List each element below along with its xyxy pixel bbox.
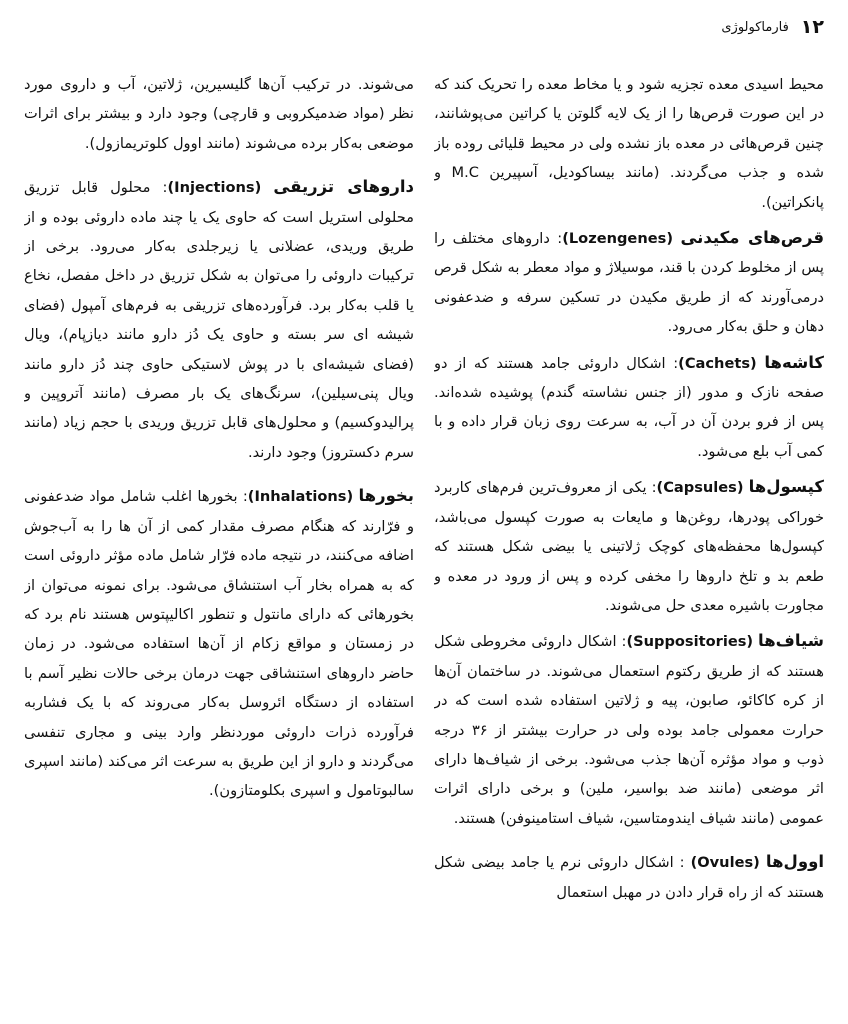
- running-header-title: فارماکولوژی: [721, 19, 789, 35]
- left-column: [24, 70, 414, 1014]
- section-heading: کپسول‌ها: [748, 477, 824, 497]
- section-heading: بخورها: [358, 486, 414, 506]
- section-heading-en: (Inhalations): [247, 488, 354, 506]
- section-body: : اشکال داروئی جامد هستند که از دو صفحه نازک و مدور (از جنس نشاسته گندم) پوشیده شده‌اند. پس از فرو بردن آن در آب، به سرعت روی زبان قرار داده و با کمی آب بلع می‌شود.: [434, 354, 824, 460]
- cachets-paragraph: [434, 348, 824, 467]
- section-heading: قرص‌های مکیدنی: [680, 228, 824, 248]
- page-number: ۱۲: [800, 16, 824, 38]
- section-body: : داروهای مختلف را پس از مخلوط کردن با قند، موسیلاژ و مواد معطر به شکل قرص درمی‌آورند که از طریق مکیدن در تسکین سرفه و ضدعفونی دهان و حلق به‌کار می‌رود.: [434, 230, 824, 336]
- section-heading-en: (Ovules): [690, 854, 760, 872]
- section-body: : بخورها اغلب شامل مواد ضدعفونی و فرّارند که هنگام مصرف مقدار کمی از آن ها را به آب‌جوش اضافه می‌کنند، در نتیجه ماده فرّار شامل ماده مؤثر داروئی است که به همراه بخار آب استنشاق می‌شود. برای نمونه می‌توان از بخورهائی که دارای مانتول و تنطور اکالیپتوس هستند نام برد که در زمستان و مواقع زکام از آن‌ها استفاده می‌شود. در زمان حاضر داروهای استنشاقی جهت درمان برخی حالات نظیر آسم با استفاده از دستگاه ائروسل به‌کار می‌روند که با یک فشاربه فرآورده ذرات داروئی موردنظر وارد بینی و مجاری تنفسی می‌گردند و دارو از این طریق به سرعت اثر می‌کند (مانند اسپری سالبوتامول و اسپری بکلومتازون).: [24, 488, 414, 800]
- section-heading-en: (Suppositories): [626, 633, 754, 651]
- right-intro-paragraph: محیط اسیدی معده تجزیه شود و یا مخاط معده را تحریک کند که در این صورت قرص‌ها را از یک لایه گلوتن یا کراتین می‌پوشانند، چنین قرص‌هائی در معده باز نشده ولی در محیط قلیائی روده باز شده و جذب می‌گردند. (مانند بیساکودیل، آسپیرین M.C و پانکراتین).: [434, 76, 824, 211]
- section-heading: کاشه‌ها: [764, 352, 824, 372]
- section-body: : محلول قابل تزریق محلولی استریل است که حاوی یک یا چند ماده داروئی بوده و از طریق وریدی، عضلانی یا زیرجلدی به‌کار می‌رود. برخی از ترکیبات داروئی را می‌توان به شکل تزریق در داخل مفصل، نخاع یا قلب به‌کار برد. فرآورده‌های تزریقی به فرم‌های آمپول (فضای شیشه ای سر بسته و حاوی یک دُز دارو مانند دیازپام)، ویال (فضای شیشه‌ای با در پوش لاستیکی حاوی چند دُز دارو مانند ویال پنی‌سیلین)، سرنگ‌های یک بار مصرف (مانند آتروپین و پرالیدوکسیم) و محلول‌های قابل تزریق وریدی با حجم زیاد (مانند سرم دکستروز) وجود دارند.: [24, 179, 414, 461]
- ovules-paragraph: [434, 847, 824, 907]
- section-body: : یکی از معروف‌ترین فرم‌های کاربرد خوراکی پودرها، روغن‌ها و مایعات به صورت کپسول می‌باشد، کپسول‌ها محفظه‌های کوچک ژلاتینی یا بیضی شکل هستند که طعم بد و تلخ داروها را مخفی کرده و پس از ورود در معده و مجاورت باشیره معدی حل می‌شوند.: [434, 479, 824, 614]
- capsules-paragraph: [434, 472, 824, 620]
- inhalations-paragraph: [24, 481, 414, 805]
- injections-paragraph: [24, 172, 414, 467]
- section-heading: اوول‌ها: [765, 852, 824, 872]
- section-heading-en: (Cachets): [678, 354, 757, 372]
- suppositories-paragraph: [434, 626, 824, 833]
- section-body: : اشکال داروئی نرم یا جامد بیضی شکل هستند که از راه قرار دادن در مهبل استعمال: [434, 854, 824, 901]
- section-heading: داروهای تزریقی: [273, 177, 414, 197]
- page-header: [24, 12, 824, 42]
- right-column: [434, 70, 824, 1014]
- lozenges-paragraph: [434, 223, 824, 342]
- section-heading-en: (Injections): [167, 179, 262, 197]
- section-heading: شیاف‌ها: [758, 631, 824, 651]
- section-heading-en: (Capsules): [656, 479, 744, 497]
- section-heading-en: (Lozengenes): [562, 230, 673, 248]
- left-intro-paragraph: می‌شوند. در ترکیب آن‌ها گلیسیرین، ژلاتین، آب و داروی مورد نظر (مواد ضدمیکروبی و قارچی) وجود دارد و بیشتر برای اثرات موضعی به‌کار برده می‌شوند (مانند اوول کلوتریمازول).: [24, 76, 414, 152]
- section-body: : اشکال داروئی مخروطی شکل هستند که از طریق رکتوم استعمال می‌شوند. در ساختمان آن‌ها از کره کاکائو، صابون، پیه و ژلاتین استفاده شده است که در حرارت معمولی جامد بوده ولی در حرارت بیشتر از ۳۶ درجه ذوب و مواد مؤثره آن‌ها جذب می‌شود. برخی از شیاف‌ها دارای اثر موضعی (مانند ضد بواسیر، ملین) و برخی دارای اثرات عمومی (مانند شیاف ایندومتاسین، شیاف استامینوفن) هستند.: [434, 633, 824, 827]
